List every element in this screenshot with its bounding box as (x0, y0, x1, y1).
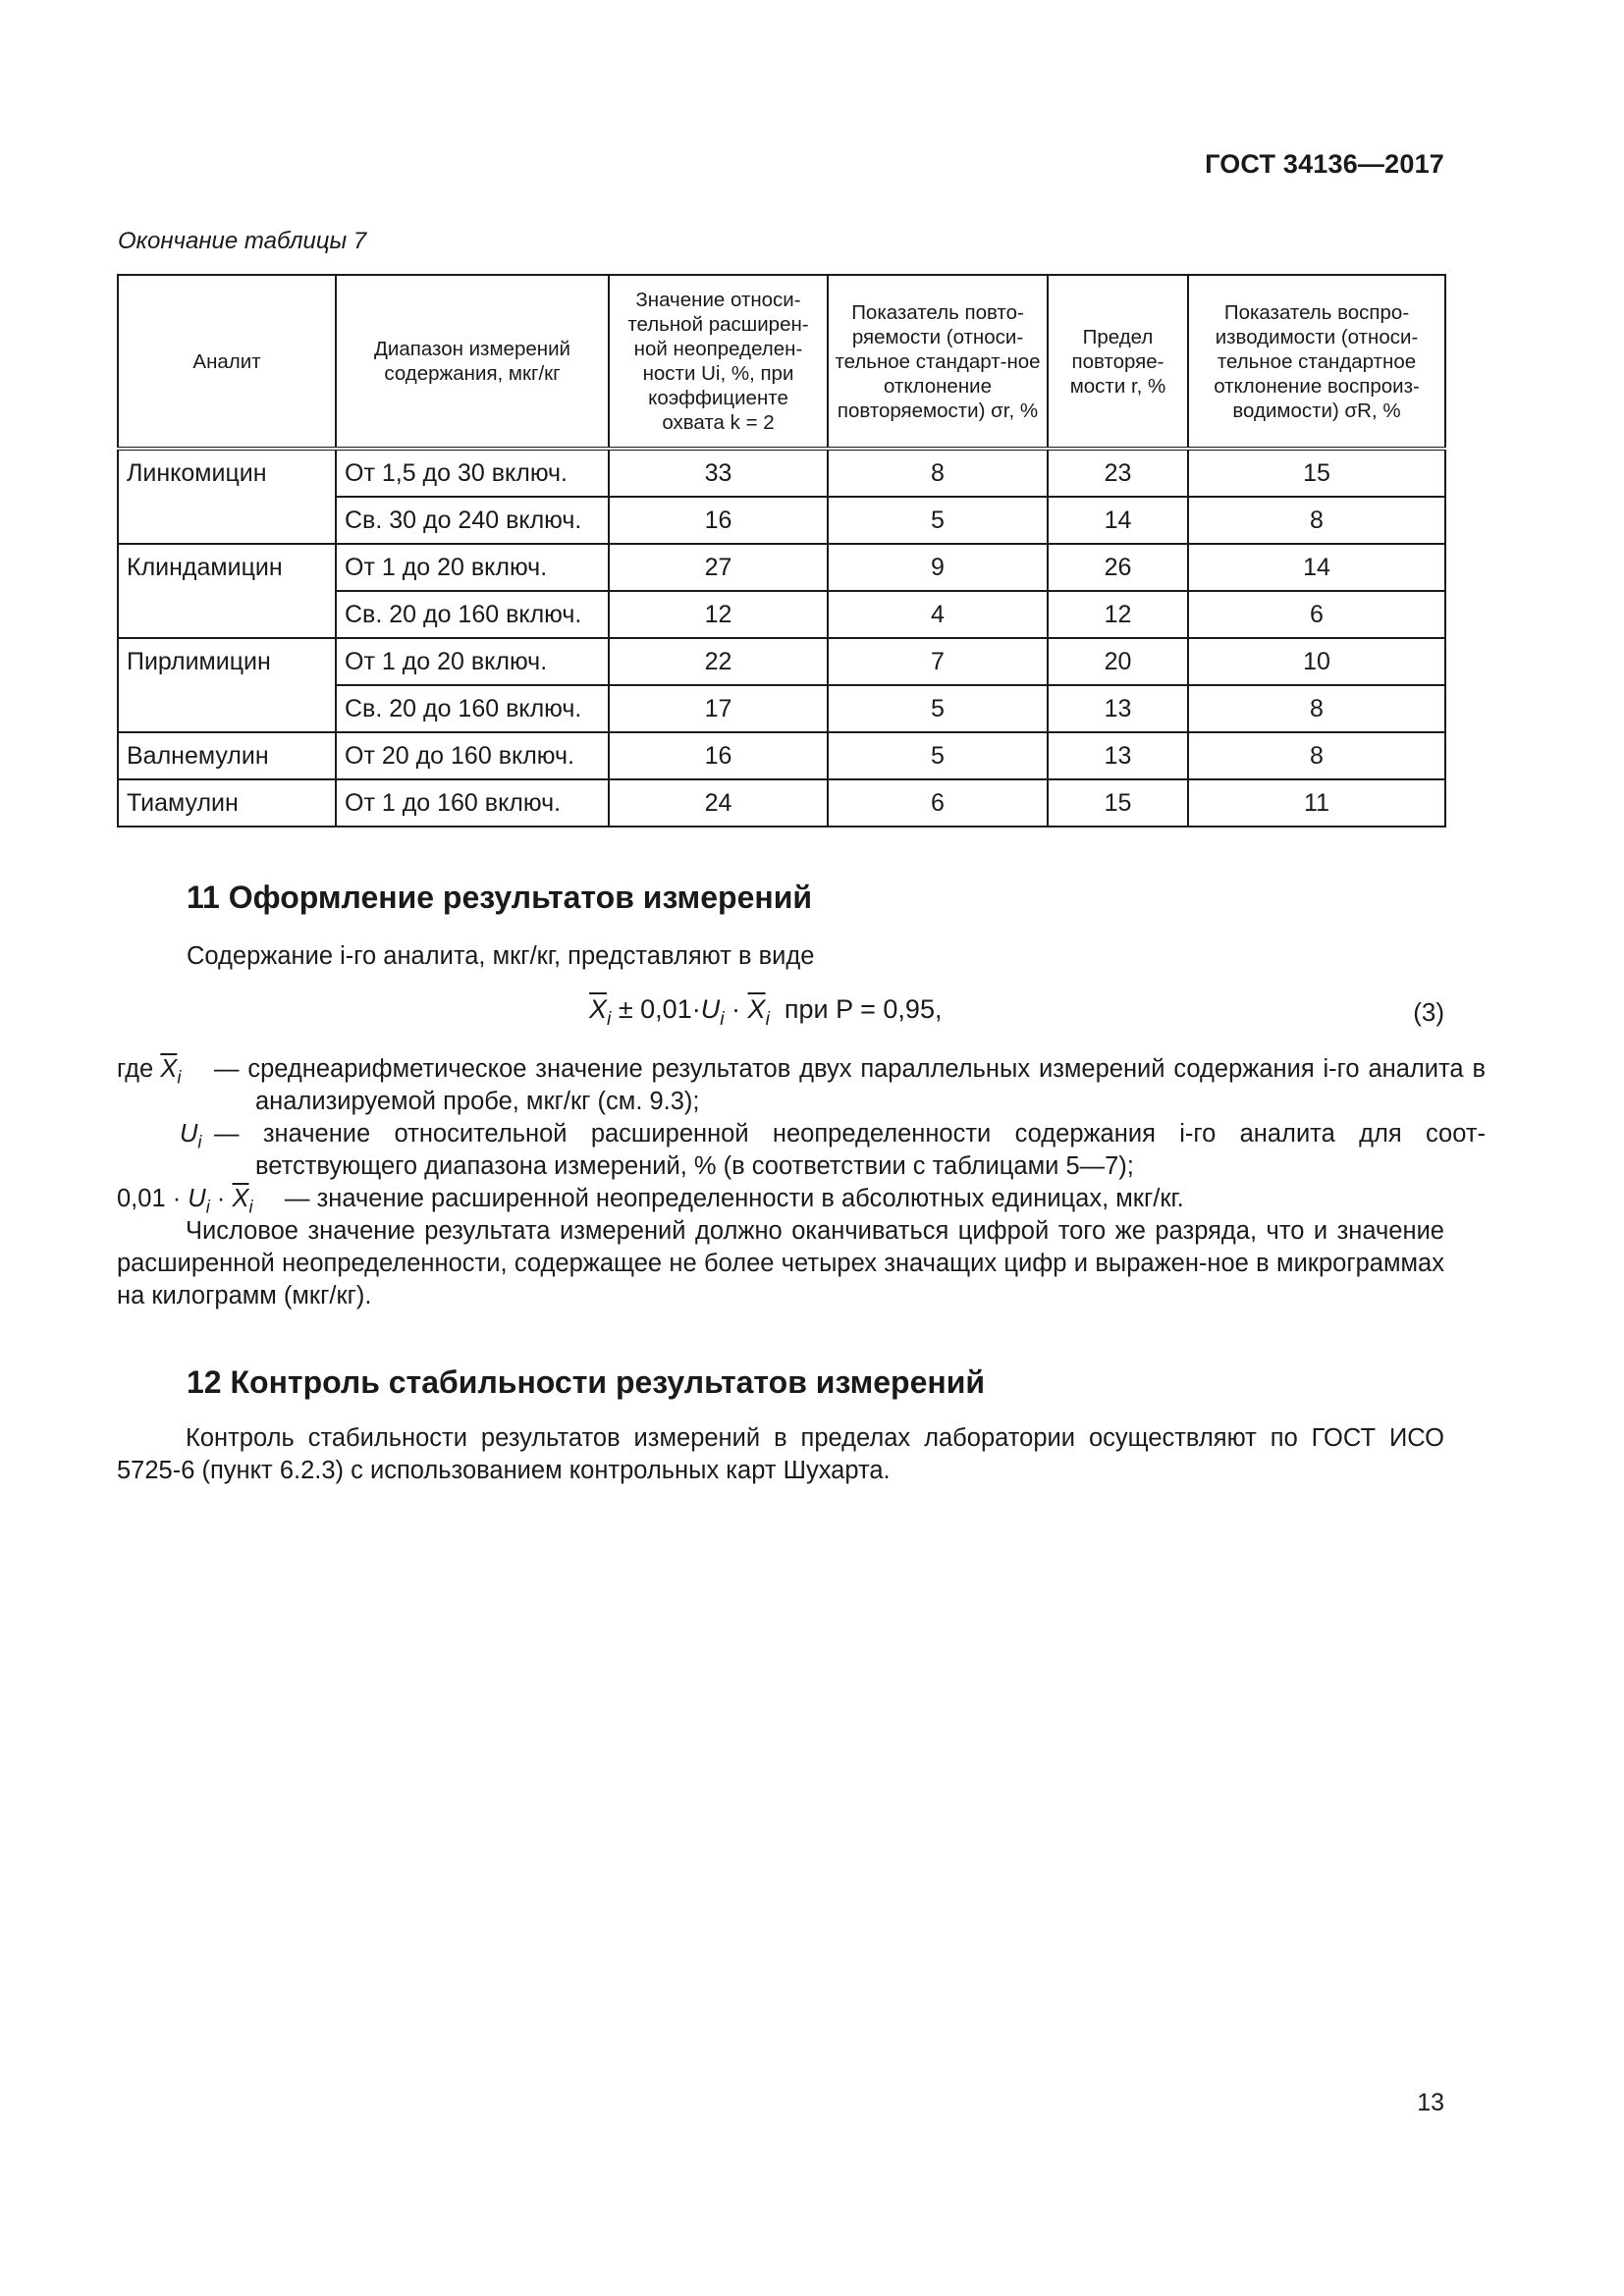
cell-sR: 14 (1188, 544, 1445, 591)
cell-r: 23 (1048, 449, 1188, 497)
cell-u: 33 (609, 449, 828, 497)
cell-u: 24 (609, 779, 828, 827)
definition-u: — значение относительной расширенной неопределенности содержания i-го аналита для соот-ветствующего диапазона измерений, % (в соответствии с таблицами 5—7); (214, 1120, 1486, 1180)
col-header-analyte: Аналит (118, 275, 336, 449)
table-caption: Окончание таблицы 7 (118, 228, 367, 254)
table-row (118, 497, 1445, 544)
cell-range: Св. 20 до 160 включ. (336, 685, 609, 732)
cell-range: Св. 30 до 240 включ. (336, 497, 609, 544)
cell-u: 16 (609, 497, 828, 544)
where-label: где $\overline{X}_i$ (117, 1055, 182, 1088)
cell-r: 14 (1048, 497, 1188, 544)
cell-sR: 8 (1188, 732, 1445, 779)
table-row (118, 591, 1445, 638)
document-id: ГОСТ 34136—2017 (1205, 149, 1444, 179)
cell-analyte: Линкомицин (118, 449, 336, 497)
cell-analyte: Клиндамицин (118, 544, 336, 591)
formula-tail: при P = 0,95, (784, 994, 943, 1024)
cell-range: От 1,5 до 30 включ. (336, 449, 609, 497)
table-row (118, 638, 1445, 685)
section-12-paragraph: Контроль стабильности результатов измерений в пределах лаборатории осуществляют по ГОСТ ИСО 5725-6 (пункт 6.2.3) с использованием контрольных карт Шухарта. (117, 1424, 1444, 1484)
col-header-repeatability-sd: Показатель повто-ряемости (относи-тельное стандарт-ное отклонение повторяемости) σr, % (828, 275, 1048, 449)
table-row (118, 685, 1445, 732)
col-header-range: Диапазон измерений содержания, мкг/кг (336, 275, 609, 449)
cell-r: 12 (1048, 591, 1188, 638)
table-row (118, 449, 1445, 497)
section-11-title: 11 Оформление результатов измерений (187, 880, 813, 915)
cell-sR: 8 (1188, 685, 1445, 732)
cell-u: 17 (609, 685, 828, 732)
cell-analyte (118, 591, 336, 638)
table-row (118, 779, 1445, 827)
table-7 (117, 274, 1446, 828)
cell-r: 15 (1048, 779, 1188, 827)
table-header-row (118, 275, 1445, 449)
cell-analyte: Тиамулин (118, 779, 336, 827)
cell-sr: 6 (828, 779, 1048, 827)
cell-analyte: Пирлимицин (118, 638, 336, 685)
definition-mean: — среднеарифметическое значение результатов двух параллельных измерений содержания i-го аналита в анализируемой пробе, мкг/кг (см. 9.3); (214, 1055, 1486, 1115)
formula-number: (3) (1413, 997, 1444, 1027)
cell-r: 26 (1048, 544, 1188, 591)
cell-range: От 20 до 160 включ. (336, 732, 609, 779)
cell-analyte (118, 685, 336, 732)
definition-product: — значение расширенной неопределенности в абсолютных единицах, мкг/кг. (285, 1185, 1184, 1212)
table-row (118, 732, 1445, 779)
cell-sr: 4 (828, 591, 1048, 638)
cell-sR: 10 (1188, 638, 1445, 685)
cell-sr: 5 (828, 732, 1048, 779)
cell-range: От 1 до 20 включ. (336, 544, 609, 591)
formula-3: $\overline{X}_i \pm 0,01\cdot U_i \cdot \overline{X}_i$ при P = 0,95, (589, 994, 943, 1030)
where-word: где (117, 1055, 154, 1083)
cell-analyte (118, 497, 336, 544)
cell-sR: 6 (1188, 591, 1445, 638)
cell-sr: 5 (828, 685, 1048, 732)
cell-u: 27 (609, 544, 828, 591)
cell-r: 20 (1048, 638, 1188, 685)
cell-r: 13 (1048, 732, 1188, 779)
cell-u: 12 (609, 591, 828, 638)
cell-sr: 5 (828, 497, 1048, 544)
table-row (118, 544, 1445, 591)
u-label: $U_i$ (180, 1120, 202, 1152)
cell-sr: 9 (828, 544, 1048, 591)
cell-range: Св. 20 до 160 включ. (336, 591, 609, 638)
section-12-title: 12 Контроль стабильности результатов измерений (187, 1364, 986, 1400)
cell-analyte: Валнемулин (118, 732, 336, 779)
cell-sR: 15 (1188, 449, 1445, 497)
cell-r: 13 (1048, 685, 1188, 732)
col-header-repeatability-limit: Предел повторяе-мости r, % (1048, 275, 1188, 449)
section-11-paragraph: Числовое значение результата измерений должно оканчиваться цифрой того же разряда, что и значение расширенной неопределенности, содержащее не более четырех значащих цифр и выражен-ное в микрограммах на килограмм (мкг/кг). (117, 1217, 1444, 1309)
cell-u: 16 (609, 732, 828, 779)
cell-sr: 8 (828, 449, 1048, 497)
section-11-intro: Содержание i-го аналита, мкг/кг, представляют в виде (187, 942, 815, 970)
cell-range: От 1 до 160 включ. (336, 779, 609, 827)
cell-sr: 7 (828, 638, 1048, 685)
page-number: 13 (1417, 2089, 1444, 2116)
col-header-reproducibility-sd: Показатель воспро-изводимости (относи-тельное стандартное отклонение воспроиз-водимости) σR, % (1188, 275, 1445, 449)
cell-sR: 11 (1188, 779, 1445, 827)
cell-u: 22 (609, 638, 828, 685)
col-header-uncertainty: Значение относи-тельной расширен-ной неопределен-ности Ui, %, при коэффициенте охвата k = 2 (609, 275, 828, 449)
cell-sR: 8 (1188, 497, 1445, 544)
product-label: $0,01 \cdot U_i \cdot \overline{X}_i$ (117, 1185, 253, 1217)
cell-range: От 1 до 20 включ. (336, 638, 609, 685)
